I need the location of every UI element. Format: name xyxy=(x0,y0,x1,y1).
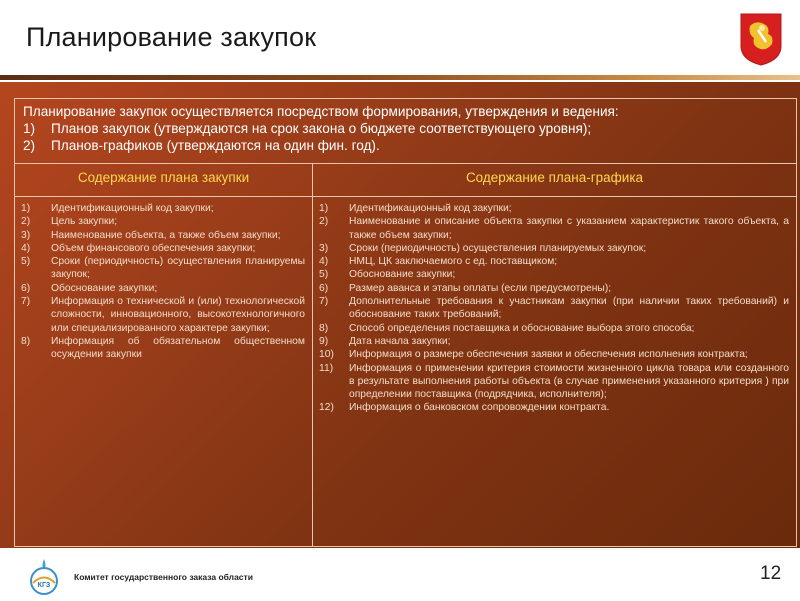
list-item-num: 6) xyxy=(319,282,329,294)
list-item xyxy=(319,362,789,402)
list-item xyxy=(319,242,789,255)
coat-of-arms-icon xyxy=(738,12,784,66)
list-item xyxy=(21,255,305,282)
list-item-text: Идентификационный код закупки; xyxy=(349,203,512,214)
list-item-num: 9) xyxy=(319,335,329,347)
list-item-num: 1) xyxy=(21,203,31,214)
list-item xyxy=(319,401,789,414)
page-title: Планирование закупок xyxy=(26,22,317,52)
intro-lead: Планирование закупок осуществляется посредством формирования, утверждения и ведения: xyxy=(23,104,619,119)
list-item-text: Дополнительные требования к участникам закупки (при наличии таких требований) и обоснование таких требований; xyxy=(349,296,789,321)
content-panel xyxy=(0,82,800,548)
list-item-num: 8) xyxy=(21,335,31,347)
list-item xyxy=(21,282,305,295)
list-item-num: 8) xyxy=(319,322,329,334)
footer-org-name: Комитет государственного заказа области xyxy=(74,572,253,582)
title-rule xyxy=(0,75,800,80)
list-item-num: 12) xyxy=(319,402,334,414)
list-item-num: 6) xyxy=(21,282,31,294)
list-item-num: 7) xyxy=(21,296,31,308)
logo-text: КГЗ xyxy=(37,582,51,589)
list-item xyxy=(319,215,789,242)
list-item-text: Размер аванса и этапы оплаты (если предусмотрены); xyxy=(349,282,612,294)
list-item xyxy=(319,348,789,361)
list-item xyxy=(319,335,789,348)
table-top-border xyxy=(15,163,796,164)
intro-block xyxy=(23,103,783,154)
list-item xyxy=(319,282,789,295)
list-item-text: Дата начала закупки; xyxy=(349,335,451,347)
list-item-num: 11) xyxy=(319,362,334,374)
table-header-border xyxy=(15,196,796,197)
list-item-num: 2) xyxy=(21,216,31,228)
intro-item-text: Планов закупок (утверждаются на срок закона о бюджете соответствующего уровня); xyxy=(51,121,592,136)
list-item-text: Наименование и описание объекта закупки с указанием характеристик такого объекта, а также объем закупки; xyxy=(349,216,789,241)
list-item-text: Информация о размере обеспечения заявки и обеспечения исполнения контракта; xyxy=(349,349,748,361)
intro-item-num: 1) xyxy=(23,121,36,136)
intro-item xyxy=(23,137,783,154)
intro-item-num: 2) xyxy=(23,138,36,153)
list-item xyxy=(21,295,305,335)
list-item-num: 1) xyxy=(319,203,329,214)
list-item-num: 3) xyxy=(319,242,329,254)
list-item-text: Сроки (периодичность) осуществления планируемы закупок; xyxy=(51,256,305,281)
list-item-text: Информация о применении критерия стоимости жизненного цикла товара или созданного в результате выполнения работы объекта (в случае применения указанного критерия ) при определении поставщика (подрядчика, исполнителя); xyxy=(349,362,789,401)
list-item xyxy=(319,295,789,322)
list-item-text: Цель закупки; xyxy=(51,216,118,228)
intro-item-text: Планов-графиков (утверждаются на один фин. год). xyxy=(51,138,380,153)
list-item-num: 4) xyxy=(21,242,31,254)
committee-logo-icon xyxy=(24,556,64,596)
list-item-num: 3) xyxy=(21,229,31,241)
page-number: 12 xyxy=(760,563,782,584)
schedule-contents-list xyxy=(319,202,789,415)
list-item-num: 7) xyxy=(319,296,329,308)
list-item-num: 5) xyxy=(319,269,329,281)
list-item xyxy=(319,322,789,335)
list-item-num: 10) xyxy=(319,349,334,361)
list-item-text: Обоснование закупки; xyxy=(349,269,456,281)
list-item-text: Наименование объекта, а также объем закупки; xyxy=(51,229,281,241)
list-item xyxy=(319,202,789,215)
list-item-text: Сроки (периодичность) осуществления планируемых закупок; xyxy=(349,242,647,254)
plan-contents-list xyxy=(21,202,305,362)
list-item-num: 4) xyxy=(319,256,329,268)
right-column-header: Содержание плана-графика xyxy=(465,170,644,185)
list-item xyxy=(21,335,305,362)
list-item-text: НМЦ, ЦК заключаемого с ед. поставщиком; xyxy=(349,256,558,268)
list-item-text: Объем финансового обеспечения закупки; xyxy=(51,242,256,254)
list-item-text: Идентификационный код закупки; xyxy=(51,203,214,214)
list-item-text: Информация о банковском сопровождении контракта. xyxy=(349,402,610,414)
list-item xyxy=(21,229,305,242)
list-item xyxy=(21,215,305,228)
list-item-text: Способ определения поставщика и обоснование выбора этого способа; xyxy=(349,322,695,334)
intro-item xyxy=(23,120,783,137)
list-item xyxy=(21,242,305,255)
list-item-num: 2) xyxy=(319,216,329,228)
content-box xyxy=(14,98,797,547)
list-item-text: Информация об обязательном общественном осуждении закупки xyxy=(51,335,305,361)
left-column-header: Содержание плана закупки xyxy=(77,170,250,185)
list-item-text: Информация о технической и (или) технологической сложности, инновационного, высокотехнологичного или специализированного характере закупки; xyxy=(51,296,305,334)
list-item-text: Обоснование закупки; xyxy=(51,282,158,294)
list-item-num: 5) xyxy=(21,256,31,268)
list-item xyxy=(21,202,305,215)
list-item xyxy=(319,255,789,268)
list-item xyxy=(319,268,789,281)
table-column-divider xyxy=(312,163,313,547)
